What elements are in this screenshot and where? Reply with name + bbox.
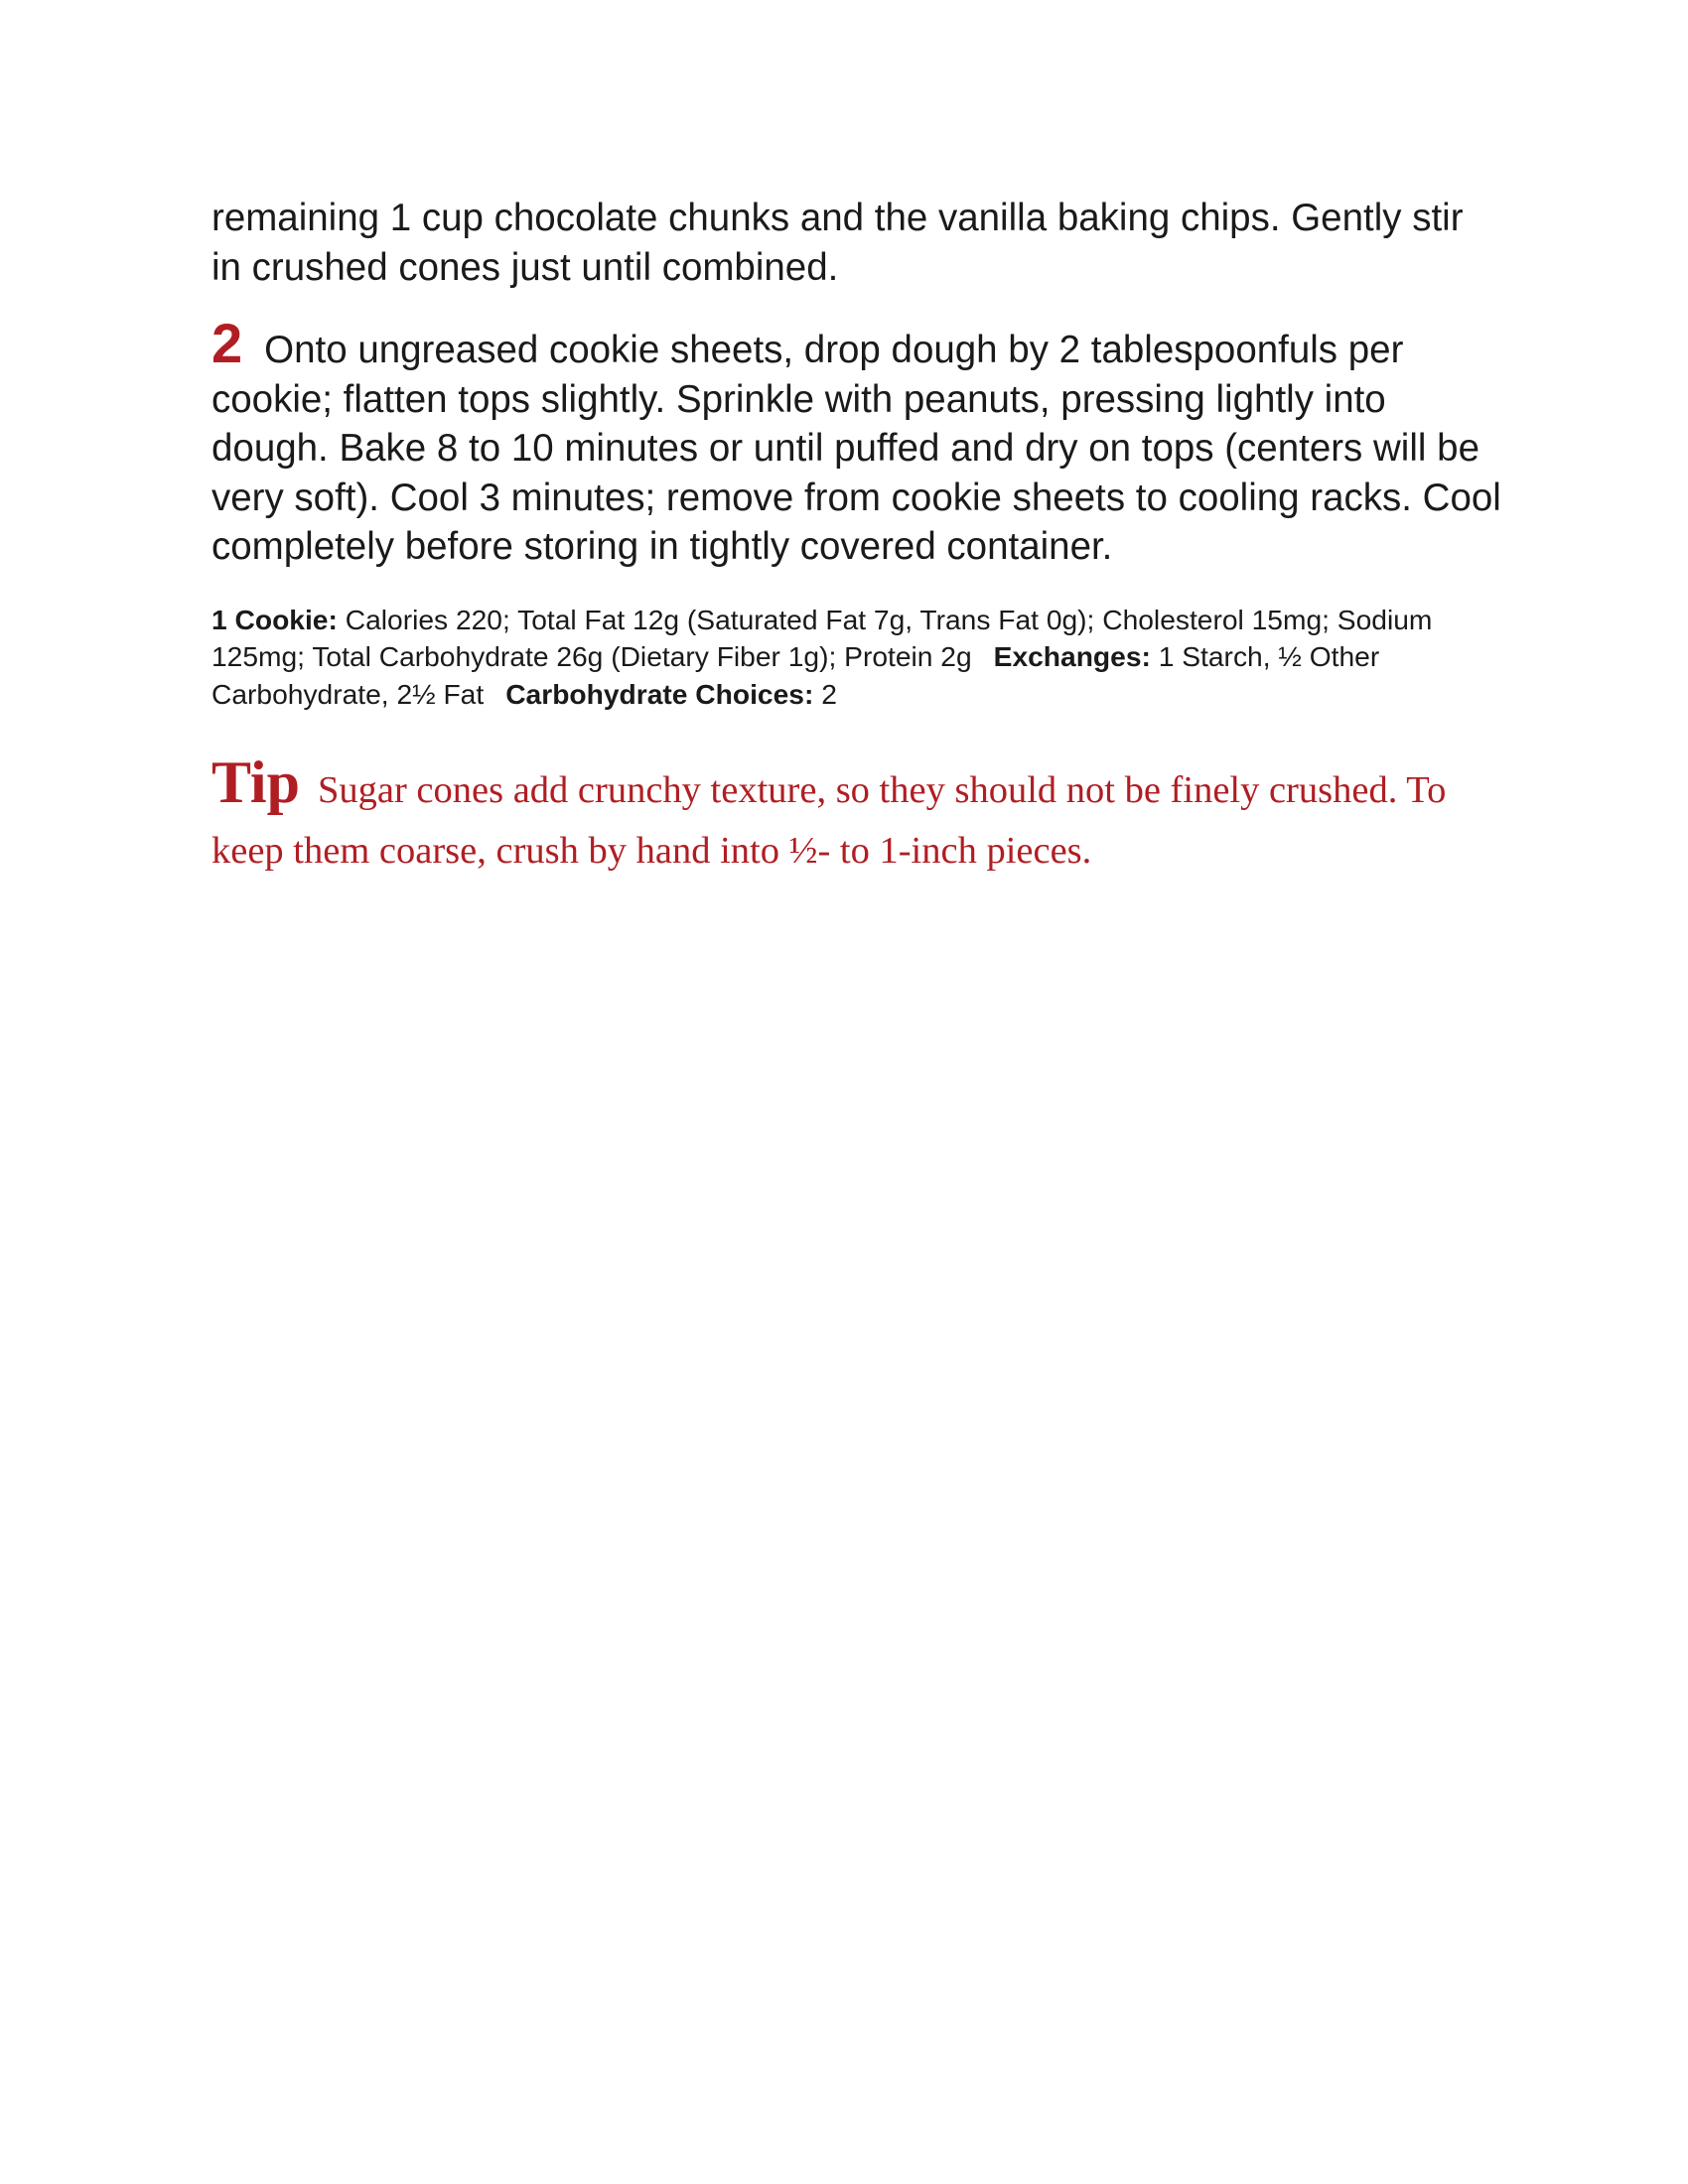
serving-label: 1 Cookie: [211, 603, 338, 635]
tip-text: Sugar cones add crunchy texture, so they should not be finely crushed. To keep them coarse, crush by hand into ½- to 1-inch pieces. [211, 769, 1447, 872]
tip [211, 752, 1502, 882]
step-2 [211, 312, 1502, 572]
carb-choices-label: Carbohydrate Choices: [505, 677, 814, 710]
continued-step-text: remaining 1 cup chocolate chunks and the vanilla baking chips. Gently stir in crushed cones just until combined. [211, 197, 1464, 289]
tip-label: Tip [211, 750, 300, 815]
serving-nutrition-text: Calories 220; Total Fat 12g (Saturated Fat 7g, Trans Fat 0g); Cholesterol 15mg; Sodium 125mg; Total Carbohydrate 26g (Dietary Fiber 1g); Protein 2g [211, 603, 1433, 672]
exchanges-text: 1 Starch, ½ Other Carbohydrate, 2½ Fat [211, 640, 1380, 710]
step-2-text: Onto ungreased cookie sheets, drop dough by 2 tablespoonfuls per cookie; flatten tops slightly. Sprinkle with peanuts, pressing lightly into dough. Bake 8 to 10 minutes or until puffed and dry on tops (centers will be very soft). Cool 3 minutes; remove from cookie sheets to cooling racks. Cool completely before storing in tightly covered container. [211, 329, 1501, 568]
step-number: 2 [211, 312, 243, 374]
recipe-page [211, 194, 1502, 882]
carb-choices-value: 2 [821, 677, 837, 710]
exchanges-label: Exchanges: [993, 640, 1151, 672]
nutrition-info [211, 602, 1502, 714]
